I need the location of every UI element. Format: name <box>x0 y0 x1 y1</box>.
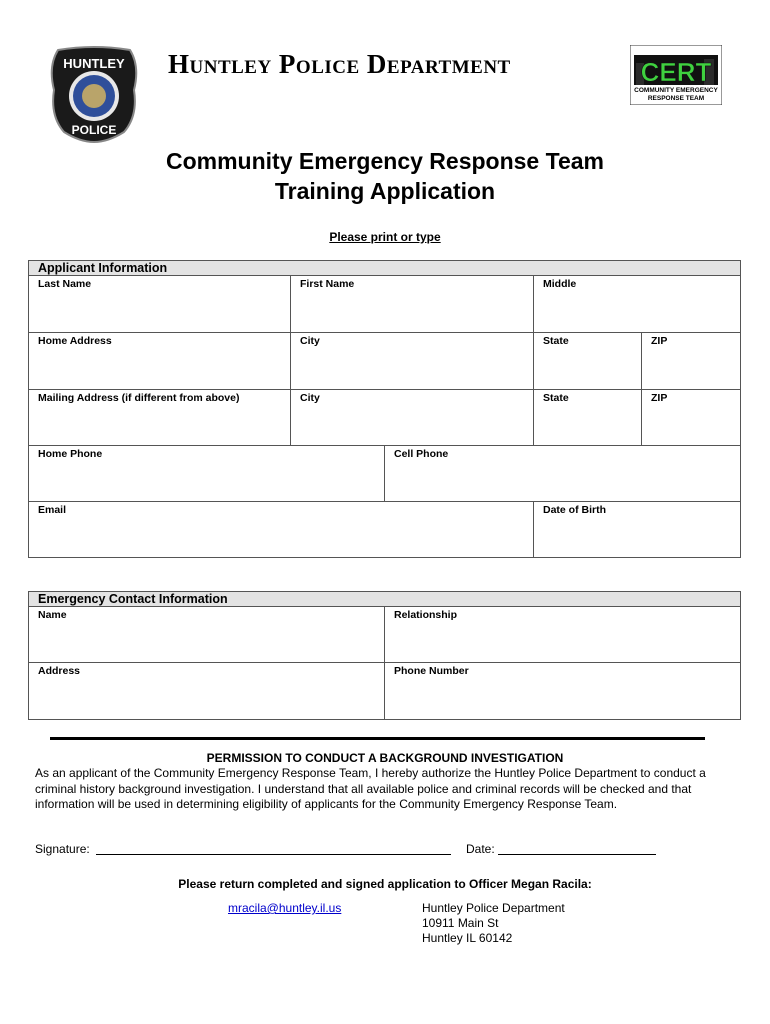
cert-sub2: RESPONSE TEAM <box>647 95 705 102</box>
permission-text: As an applicant of the Community Emergency Response Team, I hereby authorize the Huntley Police Department to conduct a criminal history background investigation. I understand that all available police and criminal records will be checked and that information will be used in determining eligibility of applicants for the Community Emergency Response Team. <box>35 766 706 811</box>
home-phone-label: Home Phone <box>38 448 103 460</box>
mailing-state-field[interactable] <box>534 390 642 446</box>
home-city-field[interactable] <box>291 333 534 390</box>
cert-logo <box>630 45 722 105</box>
cell-phone-label: Cell Phone <box>394 448 449 460</box>
officer-email-link[interactable]: mracila@huntley.il.us <box>228 901 342 915</box>
signature-label: Signature: <box>35 842 90 856</box>
emergency-phone-field[interactable] <box>385 663 740 719</box>
cert-sub1: COMMUNITY EMERGENCY <box>634 87 718 94</box>
address-line-3: Huntley IL 60142 <box>422 931 513 945</box>
signature-line[interactable] <box>96 853 451 855</box>
cert-logo-text: CERT <box>640 57 712 87</box>
print-note: Please print or type <box>329 230 441 244</box>
emergency-name-label: Name <box>38 609 67 621</box>
mailing-zip-field[interactable] <box>642 390 740 446</box>
mailing-address-label: Mailing Address (if different from above) <box>38 392 240 404</box>
applicant-section-heading: Applicant Information <box>28 260 741 276</box>
address-line-2: 10911 Main St <box>422 916 499 930</box>
date-of-birth-field[interactable] <box>534 502 740 557</box>
emergency-form <box>28 606 741 720</box>
police-badge-logo <box>48 46 140 144</box>
mailing-city-field[interactable] <box>291 390 534 446</box>
first-name-field[interactable] <box>291 276 534 333</box>
middle-name-field[interactable] <box>534 276 740 333</box>
home-phone-field[interactable] <box>29 446 385 502</box>
first-name-label: First Name <box>300 278 355 290</box>
cell-phone-field[interactable] <box>385 446 740 502</box>
badge-bottom-text: POLICE <box>71 123 117 137</box>
relationship-label: Relationship <box>394 609 458 621</box>
date-label: Date: <box>466 842 495 856</box>
mailing-zip-label: ZIP <box>651 392 668 404</box>
applicant-form <box>28 275 741 558</box>
mailing-address-field[interactable] <box>29 390 291 446</box>
home-address-label: Home Address <box>38 335 112 347</box>
mailing-city-label: City <box>300 392 320 404</box>
home-zip-field[interactable] <box>642 333 740 390</box>
form-title-line1: Community Emergency Response Team <box>166 148 604 174</box>
mailing-address-block <box>422 901 565 946</box>
home-city-label: City <box>300 335 320 347</box>
permission-heading: PERMISSION TO CONDUCT A BACKGROUND INVESTIGATION <box>206 751 564 765</box>
section-divider <box>50 737 705 740</box>
home-state-label: State <box>543 335 569 347</box>
email-field[interactable] <box>29 502 534 557</box>
badge-top-text: HUNTLEY <box>63 56 125 71</box>
home-address-field[interactable] <box>29 333 291 390</box>
form-title-line2: Training Application <box>274 178 496 204</box>
emergency-address-label: Address <box>38 665 81 677</box>
home-zip-label: ZIP <box>651 335 668 347</box>
date-line[interactable] <box>498 853 656 855</box>
email-label: Email <box>38 504 67 516</box>
home-state-field[interactable] <box>534 333 642 390</box>
emergency-section-heading: Emergency Contact Information <box>28 591 741 607</box>
address-line-1: Huntley Police Department <box>422 901 565 915</box>
department-title: Huntley Police Department <box>168 49 511 79</box>
return-instructions: Please return completed and signed application to Officer Megan Racila: <box>178 877 592 891</box>
middle-name-label: Middle <box>543 278 577 290</box>
last-name-field[interactable] <box>29 276 291 333</box>
emergency-phone-label: Phone Number <box>394 665 469 677</box>
emergency-name-field[interactable] <box>29 607 385 663</box>
date-of-birth-label: Date of Birth <box>543 504 606 516</box>
last-name-label: Last Name <box>38 278 92 290</box>
mailing-state-label: State <box>543 392 569 404</box>
relationship-field[interactable] <box>385 607 740 663</box>
emergency-address-field[interactable] <box>29 663 385 719</box>
